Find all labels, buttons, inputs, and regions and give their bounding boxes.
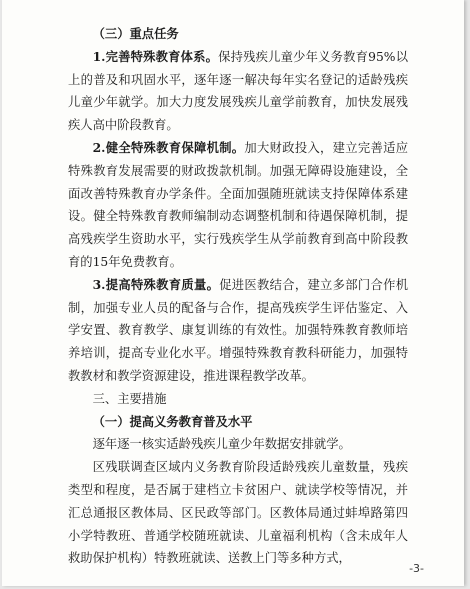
task-2-body: 加大财政投入，建立完善适应特殊教育发展需要的财政拨款机制。加强无障碍设施建设，全面改善特殊教育办学条件。全面加强随班就读支持保障体系建设。健全特殊教育教师编制动态调整机制和待遇保障机制，提高残疾学生资助水平，实行残疾学生从学前教育到高中阶段教育的15年免费教育。: [68, 140, 408, 269]
paragraph-yearly-verification: 逐年逐一核实适龄残疾儿童少年数据安排就学。: [92, 437, 351, 452]
paragraph-task-3: [68, 274, 408, 388]
document-page: [2, 0, 464, 586]
page-number: -3-: [409, 562, 424, 575]
heading-key-tasks: （三）重点任务: [92, 26, 179, 41]
paragraph-survey: 区残联调查区域内义务教育阶段适龄残疾儿童数量，残疾类型和程度，是否属于建档立卡贫困户、就读学校等情况，并汇总通报区教体局、区民政等部门。区教体局通过蚌埠路第四小学特教班、普通学校随班就读、儿童福利机构（含未成年人救助保护机构）特教班就读、送教上门等多种方式，: [68, 460, 408, 566]
task-1-body: 保持残疾儿童少年义务教育95%以上的普及和巩固水平，逐年逐一解决每年实名登记的适龄残疾儿童少年就学。加大力度发展残疾儿童学前教育，加快发展残疾人高中阶段教育。: [68, 49, 408, 133]
task-3-body: 促进医教结合，建立多部门合作机制，加强专业人员的配备与合作，提高残疾学生评估鉴定、入学安置、教育教学、康复训练的有效性。加强特殊教育教师培养培训，提高专业化水平。增强特殊教育教科研能力，加强特教教材和教学资源建设，推进课程教学改革。: [68, 277, 408, 383]
paragraph-task-2: [68, 137, 408, 274]
heading-main-measures: 三、主要措施: [92, 391, 167, 406]
task-2-title: 2.健全特殊教育保障机制。: [92, 139, 245, 155]
task-3-title: 3.提高特殊教育质量。: [92, 276, 220, 292]
paragraph-task-1: [68, 46, 408, 137]
heading-compulsory-education: （一）提高义务教育普及水平: [92, 413, 253, 429]
task-1-title: 1.完善特殊教育体系。: [92, 48, 219, 64]
document-body: [68, 23, 408, 570]
